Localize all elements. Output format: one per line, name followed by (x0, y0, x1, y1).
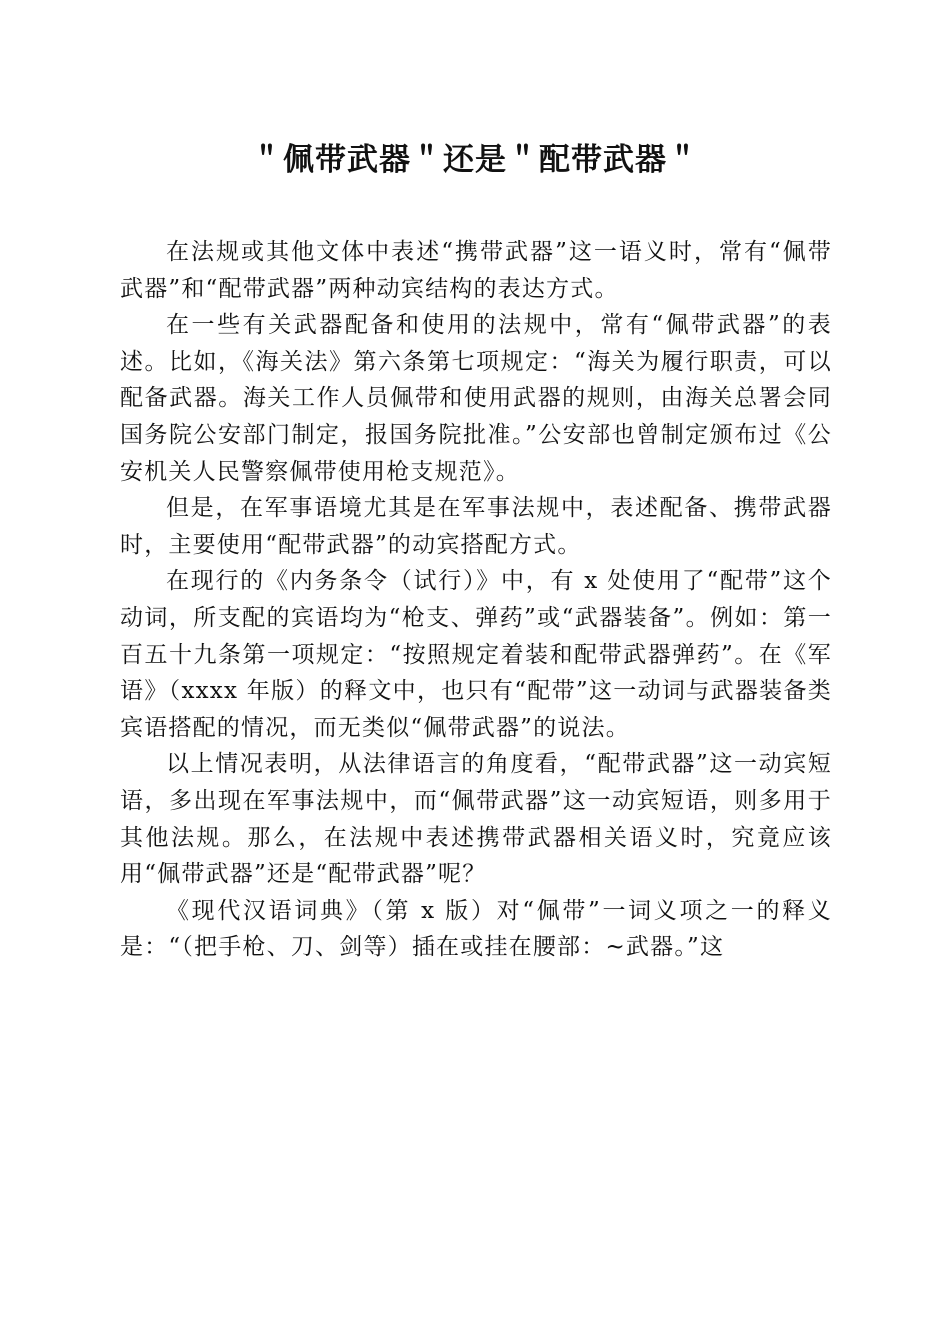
paragraph: 但是，在军事语境尤其是在军事法规中，表述配备、携带武器时，主要使用“配带武器”的动宾搭配方式。 (120, 495, 832, 558)
paragraph: 在一些有关武器配备和使用的法规中，常有“佩带武器”的表述。比如，《海关法》第六条第七项规定：“海关为履行职责，可以配备武器。海关工作人员佩带和使用武器的规则，由海关总署会同国务院公安部门制定，报国务院批准。”公安部也曾制定颁布过《公安机关人民警察佩带使用枪支规范》。 (120, 312, 832, 485)
document-title: ＂佩带武器＂还是＂配带武器＂ (251, 142, 699, 178)
paragraph: 《现代汉语词典》（第 x 版）对“佩带”一词义项之一的释义是：“（把手枪、刀、剑等）插在或挂在腰部：~武器。”这 (120, 897, 832, 961)
paragraph: 在现行的《内务条令（试行）》中，有 x 处使用了“配带”这个动词，所支配的宾语均为“枪支、弹药”或“武器装备”。例如：第一百五十九条第一项规定：“按照规定着装和配带武器弹药”。在《军语》（xxxx 年版）的释文中，也只有“配带”这一动词与武器装备类宾语搭配的情况，而无类似“佩带武器”的说法。 (120, 568, 832, 741)
paragraph: 以上情况表明，从法律语言的角度看，“配带武器”这一动宾短语，多出现在军事法规中，而“佩带武器”这一动宾短语，则多用于其他法规。那么，在法规中表述携带武器相关语义时，究竟应该用“佩带武器”还是“配带武器”呢？ (120, 751, 832, 888)
document-body (120, 234, 832, 966)
paragraph: 在法规或其他文体中表述“携带武器”这一语义时，常有“佩带武器”和“配带武器”两种动宾结构的表达方式。 (120, 239, 832, 302)
